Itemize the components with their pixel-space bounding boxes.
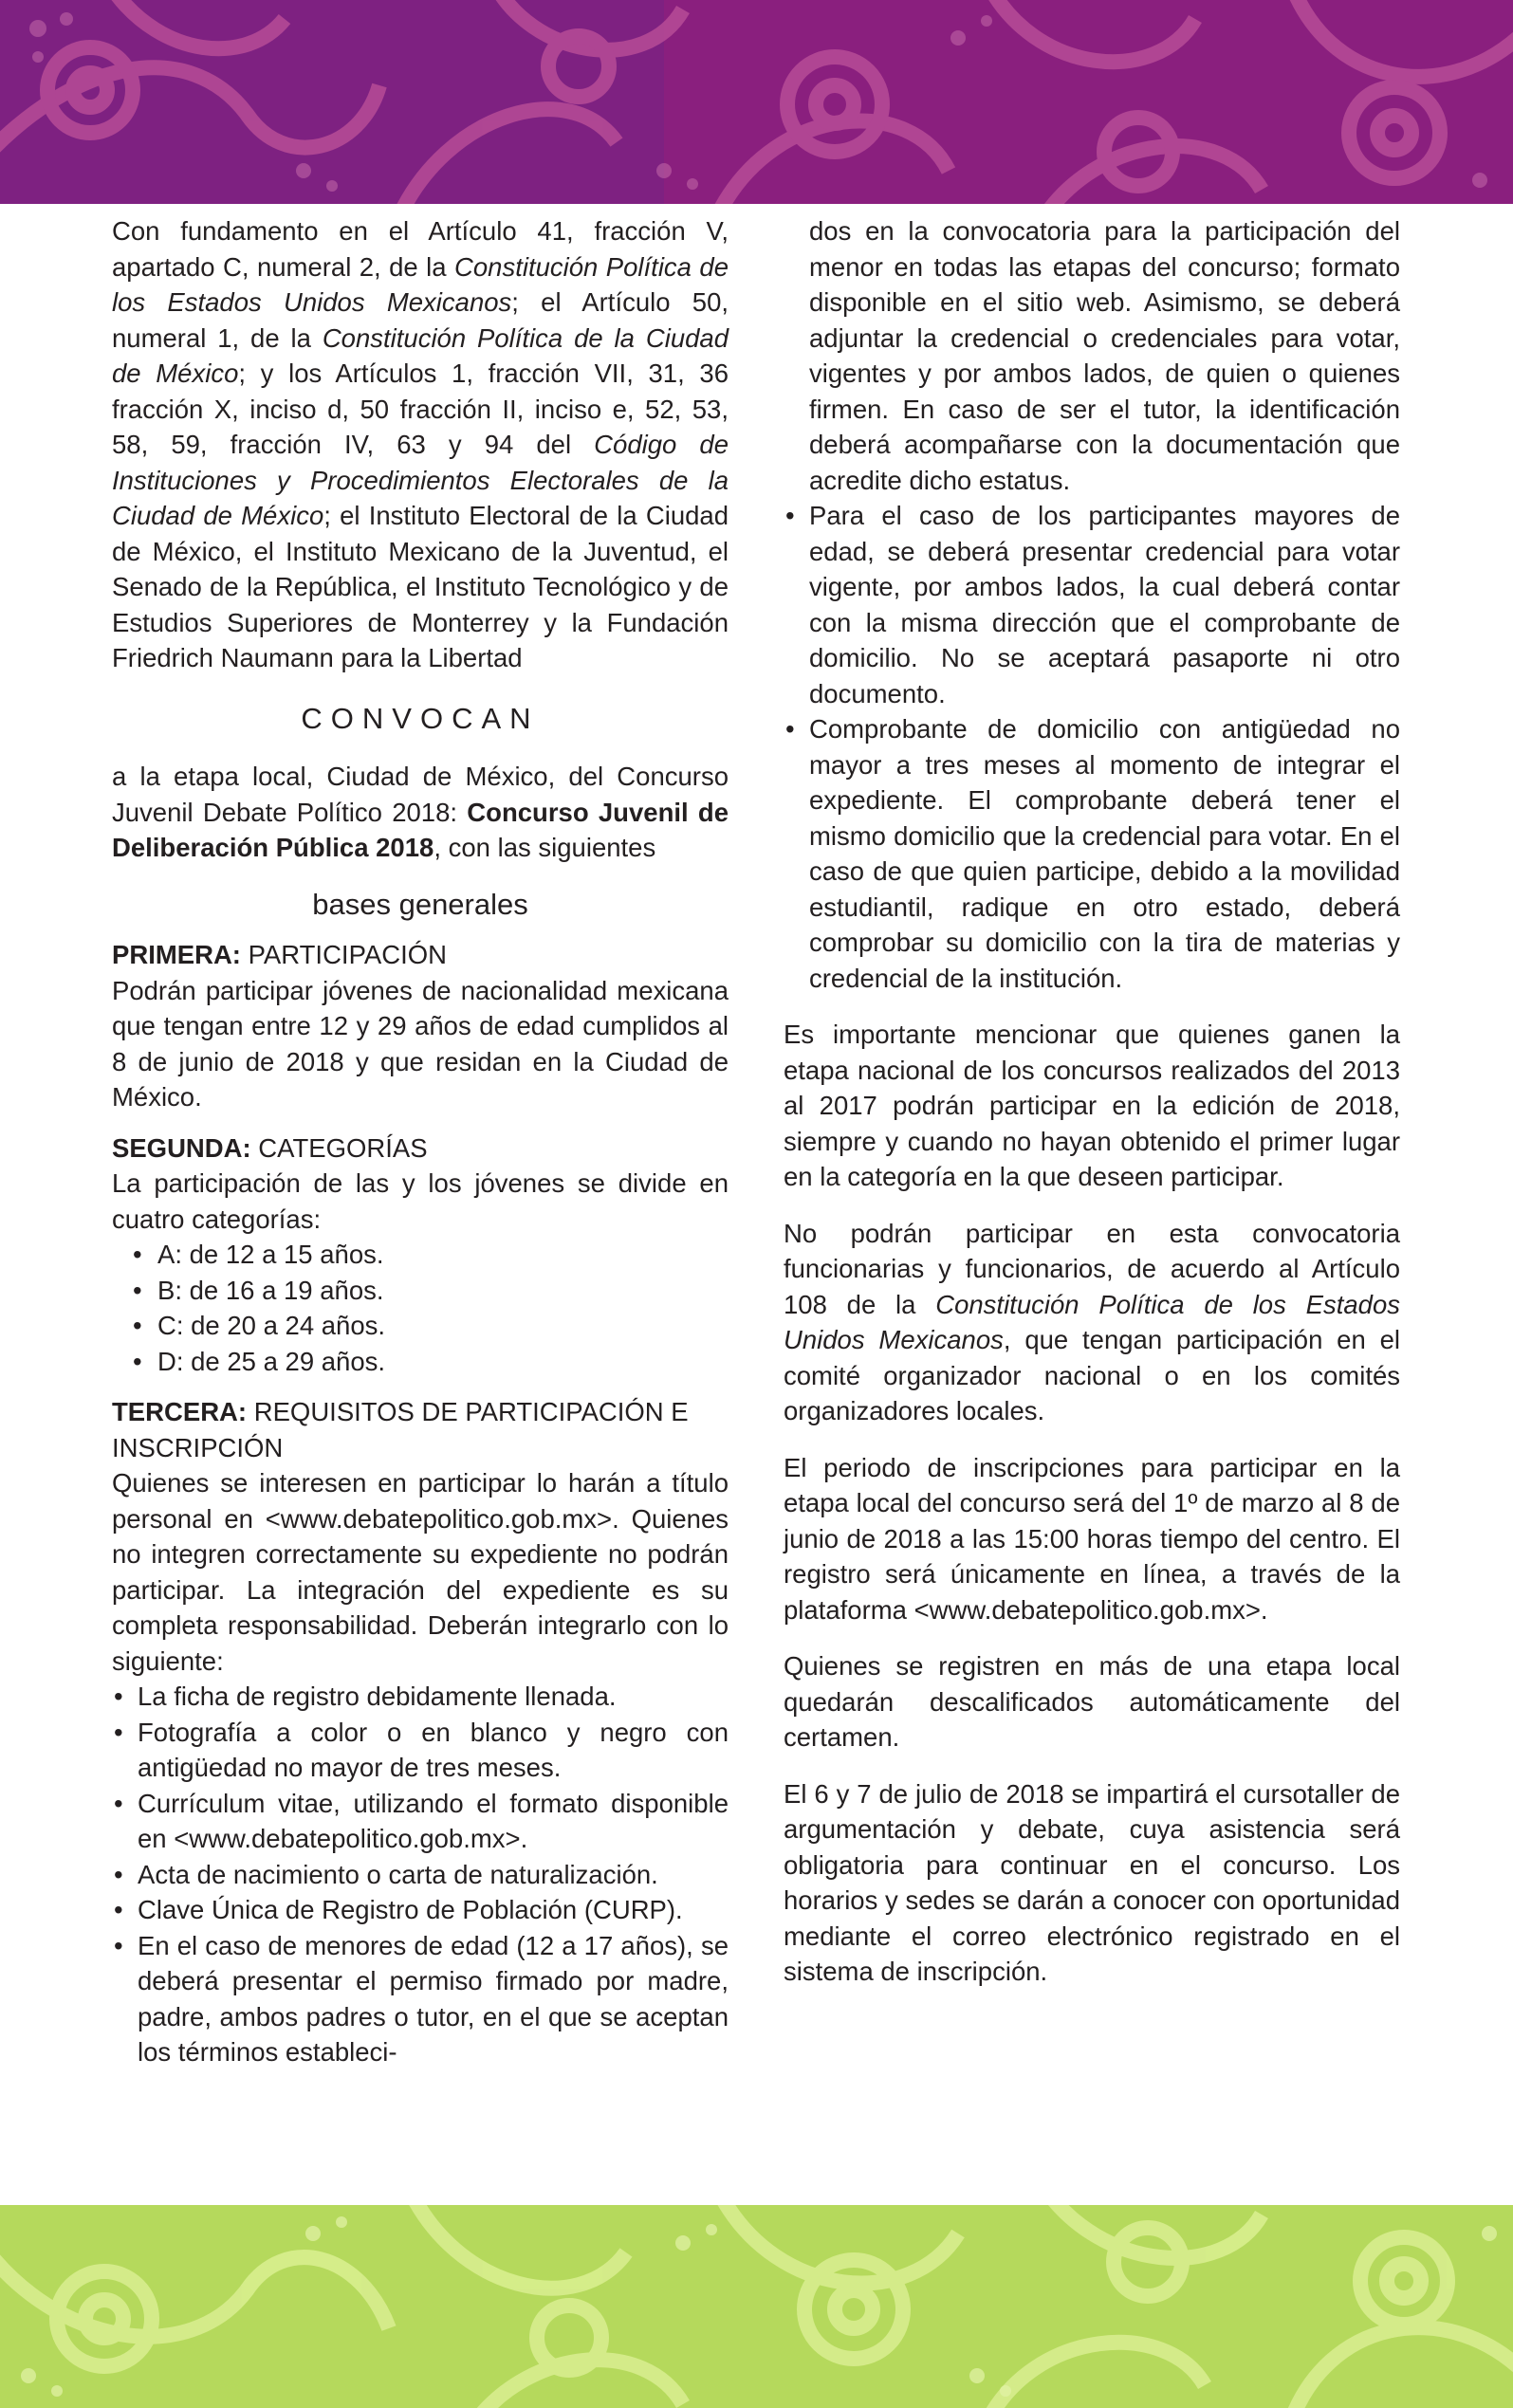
ornament-pattern-bottom xyxy=(0,2205,1513,2408)
requirement-continuation: dos en la convocatoria para la participación del menor en todas las etapas del concurso; formato disponible en el sitio web. Asimismo, se deberá adjuntar la credencial o credenciales para votar, vigentes y por ambos lados, de quien o quienes firmen. En caso de ser el tutor, la identificación deberá acompañarse con la documentación que acredite dicho estatus. xyxy=(809,216,1400,495)
requirement-item: • Currículum vitae, utilizando el formato disponible en <www.debatepolitico.gob.mx>. xyxy=(112,1786,729,1857)
tercera-body: Quienes se interesen en participar lo harán a título personal en <www.debatepolitico.gob.mx>. Quienes no integren correctamente su expediente no podrán participar. La integración del expediente es su completa responsabilidad. Deberán integrarlo con lo siguiente: xyxy=(112,1468,729,1676)
requirement-item: • En el caso de menores de edad (12 a 17 años), se deberá presentar el permiso firmado por madre, padre, ambos padres o tutor, en el que se aceptan los términos estableci- xyxy=(112,1928,729,2070)
convocan-heading: CONVOCAN xyxy=(301,701,540,735)
intro-paragraph: Con fundamento en el Artículo 41, fracción V, apartado C, numeral 2, de la Constitución Política de los Estados Unidos Mexicanos; el Artículo 50, numeral 1, de la Constitución Política de la Ciudad de México; y los Artículos 1, fracción VII, 31, 36 fracción X, inciso d, 50 fracción II, inciso e, 52, 53, 58, 59, fracción IV, 63 y 94 del Código de Instituciones y Procedimientos Electorales de la Ciudad de México; el Instituto Electoral de la Ciudad de México, el Instituto Mexicano de la Juventud, el Senado de la República, el Instituto Tecnológico y de Estudios Superiores de Monterrey y la Fundación Friedrich Naumann para la Libertad xyxy=(112,216,729,672)
decorative-banner-top xyxy=(0,0,1513,204)
requirements-list-continued xyxy=(784,498,1400,996)
requirement-item: • Para el caso de los participantes mayores de edad, se deberá presentar credencial para votar vigente, por ambos lados, la cual deberá contar con la misma dirección que el comprobante de domicilio. No se aceptará pasaporte ni otro documento. xyxy=(784,498,1400,711)
requirements-list xyxy=(112,1679,729,2070)
segunda-body: La participación de las y los jóvenes se divide en cuatro categorías: xyxy=(112,1168,729,1234)
left-column xyxy=(112,213,729,2070)
requirement-item: • Fotografía a color o en blanco y negro con antigüedad no mayor de tres meses. xyxy=(112,1715,729,1786)
disqualification-paragraph: Quienes se registren en más de una etapa local quedarán descalificados automáticamente del certamen. xyxy=(784,1651,1400,1752)
decorative-banner-bottom xyxy=(0,2205,1513,2408)
ornament-pattern-top xyxy=(0,0,1513,204)
category-list xyxy=(112,1237,729,1379)
registration-period-paragraph: El periodo de inscripciones para participar en la etapa local del concurso será del 1º de marzo al 8 de junio de 2018 a las 15:00 horas tiempo del centro. El registro será únicamente en línea, a través de la plataforma <www.debatepolitico.gob.mx>. xyxy=(784,1452,1400,1625)
requirement-item: • Comprobante de domicilio con antigüedad no mayor a tres meses al momento de integrar el expediente. El comprobante deberá tener el mismo domicilio que la credencial para votar. En el caso de que quien participe, debido a la movilidad estudiantil, radique en otro estado, deberá comprobar su domicilio con la tira de materias y credencial de la institución. xyxy=(784,711,1400,996)
tercera-label: TERCERA: REQUISITOS DE PARTICIPACIÓN E INSCRIPCIÓN xyxy=(112,1397,689,1462)
winners-paragraph: Es importante mencionar que quienes ganen la etapa nacional de los concursos realizados del 2013 al 2017 podrán participar en la edición de 2018, siempre y cuando no hayan obtenido el primer lugar en la categoría en la que deseen participar. xyxy=(784,1020,1400,1191)
requirement-item: • Acta de nacimiento o carta de naturalización. xyxy=(112,1857,729,1893)
call-paragraph: a la etapa local, Ciudad de México, del Concurso Juvenil Debate Político 2018: Concurso Juvenil de Deliberación Pública 2018, con las siguientes xyxy=(112,762,729,862)
officials-paragraph: No podrán participar en esta convocatoria funcionarias y funcionarios, de acuerdo al Artículo 108 de la Constitución Política de los Estados Unidos Mexicanos, que tengan participación en el comité organizador nacional o en los comités organizadores locales. xyxy=(784,1218,1400,1425)
category-item: • C: de 20 a 24 años. xyxy=(112,1308,729,1344)
category-item: • D: de 25 a 29 años. xyxy=(112,1344,729,1380)
requirement-item: • Clave Única de Registro de Población (CURP). xyxy=(112,1892,729,1928)
primera-body: Podrán participar jóvenes de nacionalidad mexicana que tengan entre 12 y 29 años de edad cumplidos al 8 de junio de 2018 y que residan en la Ciudad de México. xyxy=(112,975,729,1112)
segunda-label: SEGUNDA: CATEGORÍAS xyxy=(112,1132,428,1163)
category-item: • B: de 16 a 19 años. xyxy=(112,1273,729,1309)
workshop-paragraph: El 6 y 7 de julio de 2018 se impartirá el cursotaller de argumentación y debate, cuya asistencia será obligatoria para continuar en el concurso. Los horarios y sedes se darán a conocer con oportunidad mediante el correo electrónico registrado en el sistema de inscripción. xyxy=(784,1778,1400,1986)
bases-heading: bases generales xyxy=(312,887,528,921)
right-column xyxy=(784,213,1400,1990)
category-item: • A: de 12 a 15 años. xyxy=(112,1237,729,1273)
requirement-item: • La ficha de registro debidamente llenada. xyxy=(112,1679,729,1715)
primera-label: PRIMERA: PARTICIPACIÓN xyxy=(112,940,447,969)
